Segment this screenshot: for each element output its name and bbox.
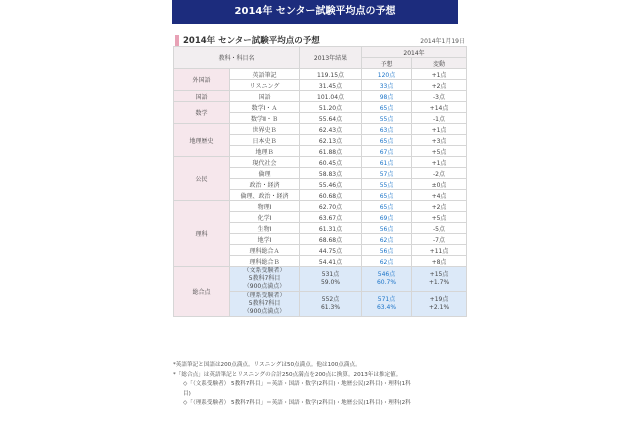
prediction-cell: 56点: [362, 223, 412, 234]
subject-cell: 英語筆記: [230, 69, 300, 80]
subject-cell: 化学Ⅰ: [230, 212, 300, 223]
total-2013-cell-line: 552点: [321, 296, 340, 303]
header-2014: 2014年: [362, 47, 467, 58]
prediction-cell: 65点: [362, 135, 412, 146]
total-prediction-cell-line: 63.4%: [376, 304, 397, 311]
result-2013-cell: 61.31点: [300, 223, 362, 234]
result-2013-cell: 31.45点: [300, 80, 362, 91]
header-yosou: 予想: [362, 58, 412, 69]
change-cell: +11点: [412, 245, 467, 256]
total-prediction-cell: [362, 267, 412, 292]
table-row: [174, 102, 467, 113]
change-cell: +1点: [412, 69, 467, 80]
table-row: [174, 69, 467, 80]
prediction-cell: 65点: [362, 102, 412, 113]
result-2013-cell: 119.15点: [300, 69, 362, 80]
change-cell: -3点: [412, 91, 467, 102]
total-group-line: （900点満点）: [243, 308, 286, 315]
total-change-cell-line: +2.1%: [428, 304, 450, 311]
subject-cell: 倫理: [230, 168, 300, 179]
subject-cell: 世界史Ｂ: [230, 124, 300, 135]
change-cell: +5点: [412, 212, 467, 223]
change-cell: -1点: [412, 113, 467, 124]
total-2013-cell: [300, 292, 362, 317]
page-banner-title: 2014年 センター試験平均点の予想: [172, 0, 458, 24]
prediction-cell: 55点: [362, 113, 412, 124]
total-group-line: 5教科7科目: [248, 300, 281, 307]
total-prediction-cell: [362, 292, 412, 317]
total-group-line: （文系受験者）: [243, 267, 286, 274]
result-2013-cell: 63.67点: [300, 212, 362, 223]
total-change-cell-line: +19点: [429, 296, 449, 303]
total-change-cell: [412, 292, 467, 317]
change-cell: +8点: [412, 256, 467, 267]
footnotes: [173, 361, 473, 409]
total-group-line: （理系受験者）: [243, 292, 286, 299]
change-cell: -5点: [412, 223, 467, 234]
note-2: *「総合点」は英語筆記とリスニングの合計250点満点を200点に換算。2013年は推定値。: [173, 371, 402, 378]
change-cell: +4点: [412, 190, 467, 201]
category-cell: 地理歴史: [174, 124, 230, 157]
score-table: [173, 46, 467, 317]
change-cell: ±0点: [412, 179, 467, 190]
result-2013-cell: 51.20点: [300, 102, 362, 113]
subject-cell: 物理Ⅰ: [230, 201, 300, 212]
note-3: ◇「（文系受験者） 5教科7科目」＝英語・国語・数学(2科目)・地歴公民(2科目)・理科(1科: [183, 381, 411, 387]
category-cell: 国語: [174, 91, 230, 102]
note-4: 目): [183, 390, 191, 397]
prediction-cell: 62点: [362, 256, 412, 267]
result-2013-cell: 55.46点: [300, 179, 362, 190]
header-subject: 教科・科目名: [174, 47, 300, 69]
table-row: [174, 157, 467, 168]
subject-cell: 数学Ⅱ・Ｂ: [230, 113, 300, 124]
table-row: [174, 124, 467, 135]
subject-cell: 政治・経済: [230, 179, 300, 190]
prediction-cell: 69点: [362, 212, 412, 223]
total-change-cell-line: +1.7%: [428, 279, 450, 286]
total-2013-cell-line: 59.0%: [320, 279, 341, 286]
prediction-cell: 62点: [362, 234, 412, 245]
prediction-cell: 98点: [362, 91, 412, 102]
category-cell: 数学: [174, 102, 230, 124]
change-cell: +2点: [412, 80, 467, 91]
subject-cell: 現代社会: [230, 157, 300, 168]
prediction-cell: 33点: [362, 80, 412, 91]
header-2013: 2013年結果: [300, 47, 362, 69]
total-change-cell: [412, 267, 467, 292]
total-2013-cell-line: 531点: [321, 271, 340, 278]
category-cell: 理科: [174, 201, 230, 267]
change-cell: +14点: [412, 102, 467, 113]
prediction-cell: 120点: [362, 69, 412, 80]
prediction-cell: 55点: [362, 179, 412, 190]
note-1: *英語筆記と国語は200点満点。リスニングは50点満点。他は100点満点。: [173, 362, 361, 368]
result-2013-cell: 62.13点: [300, 135, 362, 146]
table-row: [174, 201, 467, 212]
total-prediction-cell-line: 571点: [377, 296, 396, 303]
total-group-line: 5教科7科目: [248, 275, 281, 282]
prediction-cell: 65点: [362, 201, 412, 212]
total-category-cell: 総合点: [174, 267, 230, 317]
total-row: [174, 267, 467, 292]
subject-cell: 数学Ⅰ・Ａ: [230, 102, 300, 113]
subject-cell: 生物Ⅰ: [230, 223, 300, 234]
subject-cell: 理科総合Ｂ: [230, 256, 300, 267]
total-group-cell: [230, 267, 300, 292]
result-2013-cell: 62.43点: [300, 124, 362, 135]
prediction-cell: 67点: [362, 146, 412, 157]
change-cell: +2点: [412, 201, 467, 212]
change-cell: +5点: [412, 146, 467, 157]
result-2013-cell: 61.88点: [300, 146, 362, 157]
result-2013-cell: 101.04点: [300, 91, 362, 102]
change-cell: +1点: [412, 124, 467, 135]
header-hendo: 変動: [412, 58, 467, 69]
total-prediction-cell-line: 60.7%: [376, 279, 397, 286]
prediction-cell: 65点: [362, 190, 412, 201]
category-cell: 公民: [174, 157, 230, 201]
subject-cell: 理科総合Ａ: [230, 245, 300, 256]
subject-cell: 地学Ⅰ: [230, 234, 300, 245]
total-2013-cell: [300, 267, 362, 292]
prediction-cell: 57点: [362, 168, 412, 179]
subject-cell: 日本史Ｂ: [230, 135, 300, 146]
total-group-line: （900点満点）: [243, 283, 286, 290]
change-cell: +1点: [412, 157, 467, 168]
result-2013-cell: 60.68点: [300, 190, 362, 201]
subject-cell: 倫理、政治・経済: [230, 190, 300, 201]
category-cell: 外国語: [174, 69, 230, 91]
change-cell: -7点: [412, 234, 467, 245]
result-2013-cell: 62.70点: [300, 201, 362, 212]
prediction-cell: 63点: [362, 124, 412, 135]
subject-cell: 国語: [230, 91, 300, 102]
subject-cell: リスニング: [230, 80, 300, 91]
total-change-cell-line: +15点: [429, 271, 449, 278]
change-cell: -2点: [412, 168, 467, 179]
prediction-cell: 61点: [362, 157, 412, 168]
result-2013-cell: 55.64点: [300, 113, 362, 124]
total-group-cell: [230, 292, 300, 317]
change-cell: +3点: [412, 135, 467, 146]
section-title: 2014年 センター試験平均点の予想: [183, 36, 320, 46]
table-row: [174, 91, 467, 102]
score-table-body: [174, 69, 467, 317]
total-2013-cell-line: 61.3%: [320, 304, 341, 311]
result-2013-cell: 60.45点: [300, 157, 362, 168]
section-date: 2014年1月19日: [420, 38, 465, 45]
prediction-cell: 56点: [362, 245, 412, 256]
result-2013-cell: 58.83点: [300, 168, 362, 179]
total-prediction-cell-line: 546点: [377, 271, 396, 278]
result-2013-cell: 44.75点: [300, 245, 362, 256]
subject-cell: 地理Ｂ: [230, 146, 300, 157]
note-5: ◇「（理系受験者） 5教科7科目」＝英語・国語・数学(2科目)・地歴公民(1科目)・理科(2科: [183, 400, 411, 406]
result-2013-cell: 54.41点: [300, 256, 362, 267]
result-2013-cell: 68.68点: [300, 234, 362, 245]
